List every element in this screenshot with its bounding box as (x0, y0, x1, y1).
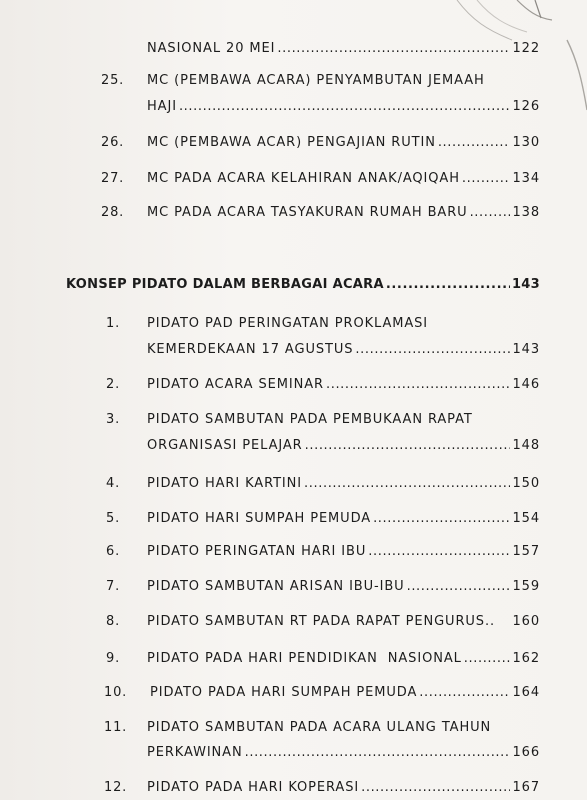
dot-leader (419, 684, 510, 702)
toc-entry[interactable] (147, 613, 540, 631)
toc-entry[interactable] (147, 475, 540, 493)
page-number: 148 (512, 438, 540, 453)
page-number: 162 (512, 651, 540, 666)
entry-number: 7. (106, 579, 121, 594)
entry-title-line1[interactable]: PIDATO SAMBUTAN PADA PEMBUKAAN RAPAT (147, 412, 473, 427)
entry-number: 4. (106, 476, 121, 491)
entry-title: MC PADA ACARA KELAHIRAN ANAK/AQIQAH (147, 171, 460, 186)
dot-leader (179, 98, 511, 116)
dot-leader (368, 543, 510, 561)
dot-leader (277, 40, 510, 58)
toc-entry[interactable] (147, 204, 540, 222)
entry-number: 9. (106, 651, 121, 666)
entry-number: 1. (106, 316, 121, 331)
toc-entry[interactable] (147, 744, 540, 762)
toc-entry[interactable] (147, 510, 540, 528)
entry-number: 3. (106, 412, 121, 427)
page-number: 143 (512, 342, 540, 357)
dot-leader (407, 578, 511, 596)
entry-title-line2: ORGANISASI PELAJAR (147, 438, 303, 453)
page-number: 164 (512, 685, 540, 700)
dot-leader (462, 170, 511, 188)
entry-title: PIDATO PADA HARI SUMPAH PEMUDA (150, 685, 418, 700)
toc-entry[interactable] (147, 170, 540, 188)
toc-entry[interactable] (147, 578, 540, 596)
entry-title: PIDATO ACARA SEMINAR (147, 377, 324, 392)
toc-entry[interactable] (147, 650, 540, 668)
page-number: 138 (512, 205, 540, 220)
entry-number: 5. (106, 511, 121, 526)
section-heading[interactable] (66, 276, 540, 294)
entry-title: MC PADA ACARA TASYAKURAN RUMAH BARU (147, 205, 468, 220)
entry-title: NASIONAL 20 MEI (147, 41, 276, 56)
page-number: 167 (512, 780, 540, 795)
toc-entry[interactable] (147, 543, 540, 561)
entry-title: PIDATO PERINGATAN HARI IBU (147, 544, 367, 559)
page-number: 130 (512, 135, 540, 150)
entry-number: 27. (101, 171, 125, 186)
page-number: 157 (512, 544, 540, 559)
entry-title: PIDATO SAMBUTAN ARISAN IBU-IBU (147, 579, 405, 594)
entry-number: 8. (106, 614, 121, 629)
entry-title-line1[interactable]: PIDATO PAD PERINGATAN PROKLAMASI (147, 316, 429, 331)
toc-entry[interactable] (147, 341, 540, 359)
page-number: 160 (512, 614, 540, 629)
dot-leader (386, 276, 510, 294)
entry-title: PIDATO PADA HARI KOPERASI (147, 780, 360, 795)
entry-number: 26. (101, 135, 125, 150)
dot-leader (304, 475, 510, 493)
dot-leader (305, 437, 511, 455)
toc-entry[interactable] (147, 437, 540, 455)
entry-title-line1[interactable]: MC (PEMBAWA ACARA) PENYAMBUTAN JEMAAH (147, 73, 485, 88)
entry-number: 10. (104, 685, 128, 700)
page-number: 146 (512, 377, 540, 392)
toc-entry[interactable] (147, 98, 540, 116)
page-number: 166 (512, 745, 540, 760)
entry-title-line2: PERKAWINAN (147, 745, 243, 760)
dot-leader (361, 779, 510, 797)
entry-number: 6. (106, 544, 121, 559)
toc-entry[interactable] (147, 779, 540, 797)
entry-number: 25. (101, 73, 125, 88)
entry-number: 2. (106, 377, 121, 392)
dot-leader (438, 134, 511, 152)
entry-title: PIDATO HARI SUMPAH PEMUDA (147, 511, 372, 526)
toc-entry[interactable] (147, 134, 540, 152)
dot-leader (470, 204, 511, 222)
dot-leader (464, 650, 511, 668)
entry-title: PIDATO SAMBUTAN RT PADA RAPAT PENGURUS.. (147, 614, 496, 629)
page-number: 159 (512, 579, 540, 594)
page-number: 150 (512, 476, 540, 491)
dot-leader (326, 376, 511, 394)
toc-entry[interactable] (147, 376, 540, 394)
entry-number: 11. (104, 720, 128, 735)
entry-title: PIDATO HARI KARTINI (147, 476, 303, 491)
page-number: 126 (512, 99, 540, 114)
entry-number: 28. (101, 205, 125, 220)
page-number: 154 (512, 511, 540, 526)
toc-entry[interactable] (150, 684, 540, 702)
entry-number: 12. (104, 780, 128, 795)
entry-title: MC (PEMBAWA ACAR) PENGAJIAN RUTIN (147, 135, 436, 150)
dot-leader (373, 510, 510, 528)
dot-leader (355, 341, 510, 359)
section-title: KONSEP PIDATO DALAM BERBAGAI ACARA (66, 277, 384, 292)
page-number: 134 (512, 171, 540, 186)
entry-title-line2: HAJI (147, 99, 177, 114)
entry-title-line2: KEMERDEKAAN 17 AGUSTUS (147, 342, 354, 357)
dot-leader (245, 744, 511, 762)
toc-entry[interactable] (147, 40, 540, 58)
section-page-number: 143 (511, 277, 540, 292)
entry-title: PIDATO PADA HARI PENDIDIKAN NASIONAL (147, 651, 462, 666)
page-number: 122 (512, 41, 540, 56)
entry-title-line1[interactable]: PIDATO SAMBUTAN PADA ACARA ULANG TAHUN (147, 720, 492, 735)
